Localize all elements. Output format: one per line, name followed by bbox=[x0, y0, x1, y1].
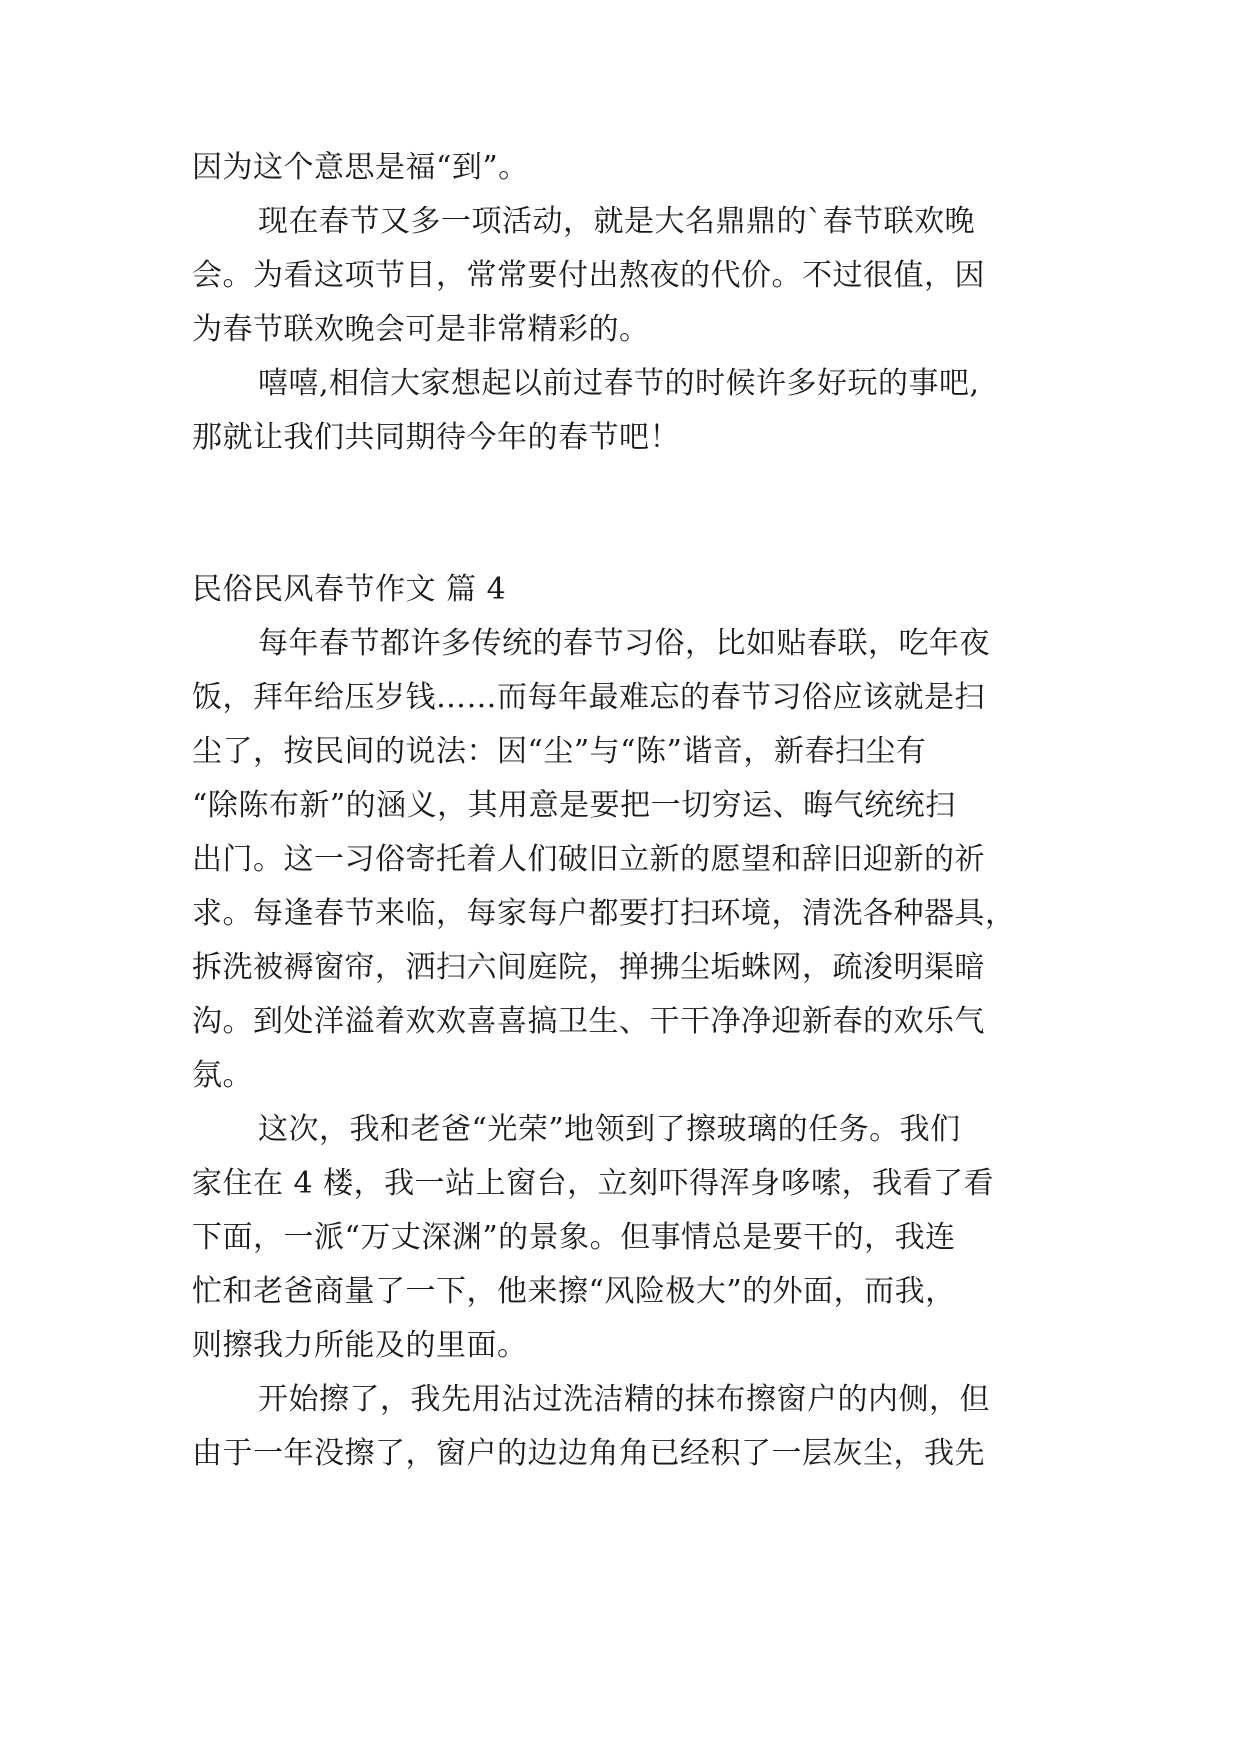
paragraph-line: 由于一年没擦了，窗户的边边角角已经积了一层灰尘，我先 bbox=[192, 1436, 985, 1471]
paragraph-line: 饭，拜年给压岁钱……而每年最难忘的春节习俗应该就是扫 bbox=[192, 680, 985, 715]
paragraph-line: 拆洗被褥窗帘，洒扫六间庭院，掸拂尘垢蛛网，疏浚明渠暗 bbox=[192, 950, 985, 985]
paragraph-line: 为春节联欢晚会可是非常精彩的。 bbox=[192, 312, 650, 347]
paragraph-line: 下面，一派“万丈深渊”的景象。但事情总是要干的，我连 bbox=[192, 1220, 956, 1255]
paragraph-line: 嘻嘻,相信大家想起以前过春节的时候许多好玩的事吧, bbox=[258, 366, 980, 401]
paragraph-line: “除陈布新”的涵义，其用意是要把一切穷运、晦气统统扫 bbox=[192, 788, 956, 823]
paragraph-line: 沟。到处洋溢着欢欢喜喜搞卫生、干干净净迎新春的欢乐气 bbox=[192, 1004, 985, 1039]
paragraph-line: 求。每逢春节来临，每家每户都要打扫环境，清洗各种器具， bbox=[192, 896, 1016, 931]
paragraph-line: 这次，我和老爸“光荣”地领到了擦玻璃的任务。我们 bbox=[258, 1112, 961, 1147]
paragraph-line: 则擦我力所能及的里面。 bbox=[192, 1328, 528, 1363]
paragraph-line: 家住在 4 楼，我一站上窗台，立刻吓得浑身哆嗦，我看了看 bbox=[192, 1166, 995, 1201]
paragraph-line: 氛。 bbox=[192, 1058, 253, 1093]
paragraph-line: 每年春节都许多传统的春节习俗，比如贴春联，吃年夜 bbox=[258, 626, 990, 661]
paragraph-line: 因为这个意思是福“到”。 bbox=[192, 150, 529, 185]
paragraph-line: 那就让我们共同期待今年的春节吧！ bbox=[192, 420, 680, 455]
paragraph-line: 忙和老爸商量了一下，他来擦“风险极大”的外面，而我， bbox=[192, 1274, 956, 1309]
paragraph-line: 出门。这一习俗寄托着人们破旧立新的愿望和辞旧迎新的祈 bbox=[192, 842, 985, 877]
section-heading: 民俗民风春节作文 篇 4 bbox=[192, 572, 507, 607]
paragraph-line: 开始擦了，我先用沾过洗洁精的抹布擦窗户的内侧，但 bbox=[258, 1382, 990, 1417]
paragraph-line: 会。为看这项节目，常常要付出熬夜的代价。不过很值，因 bbox=[192, 258, 985, 293]
paragraph-line: 现在春节又多一项活动，就是大名鼎鼎的`春节联欢晚 bbox=[258, 204, 975, 239]
paragraph-line: 尘了，按民间的说法：因“尘”与“陈”谐音，新春扫尘有 bbox=[192, 734, 927, 769]
